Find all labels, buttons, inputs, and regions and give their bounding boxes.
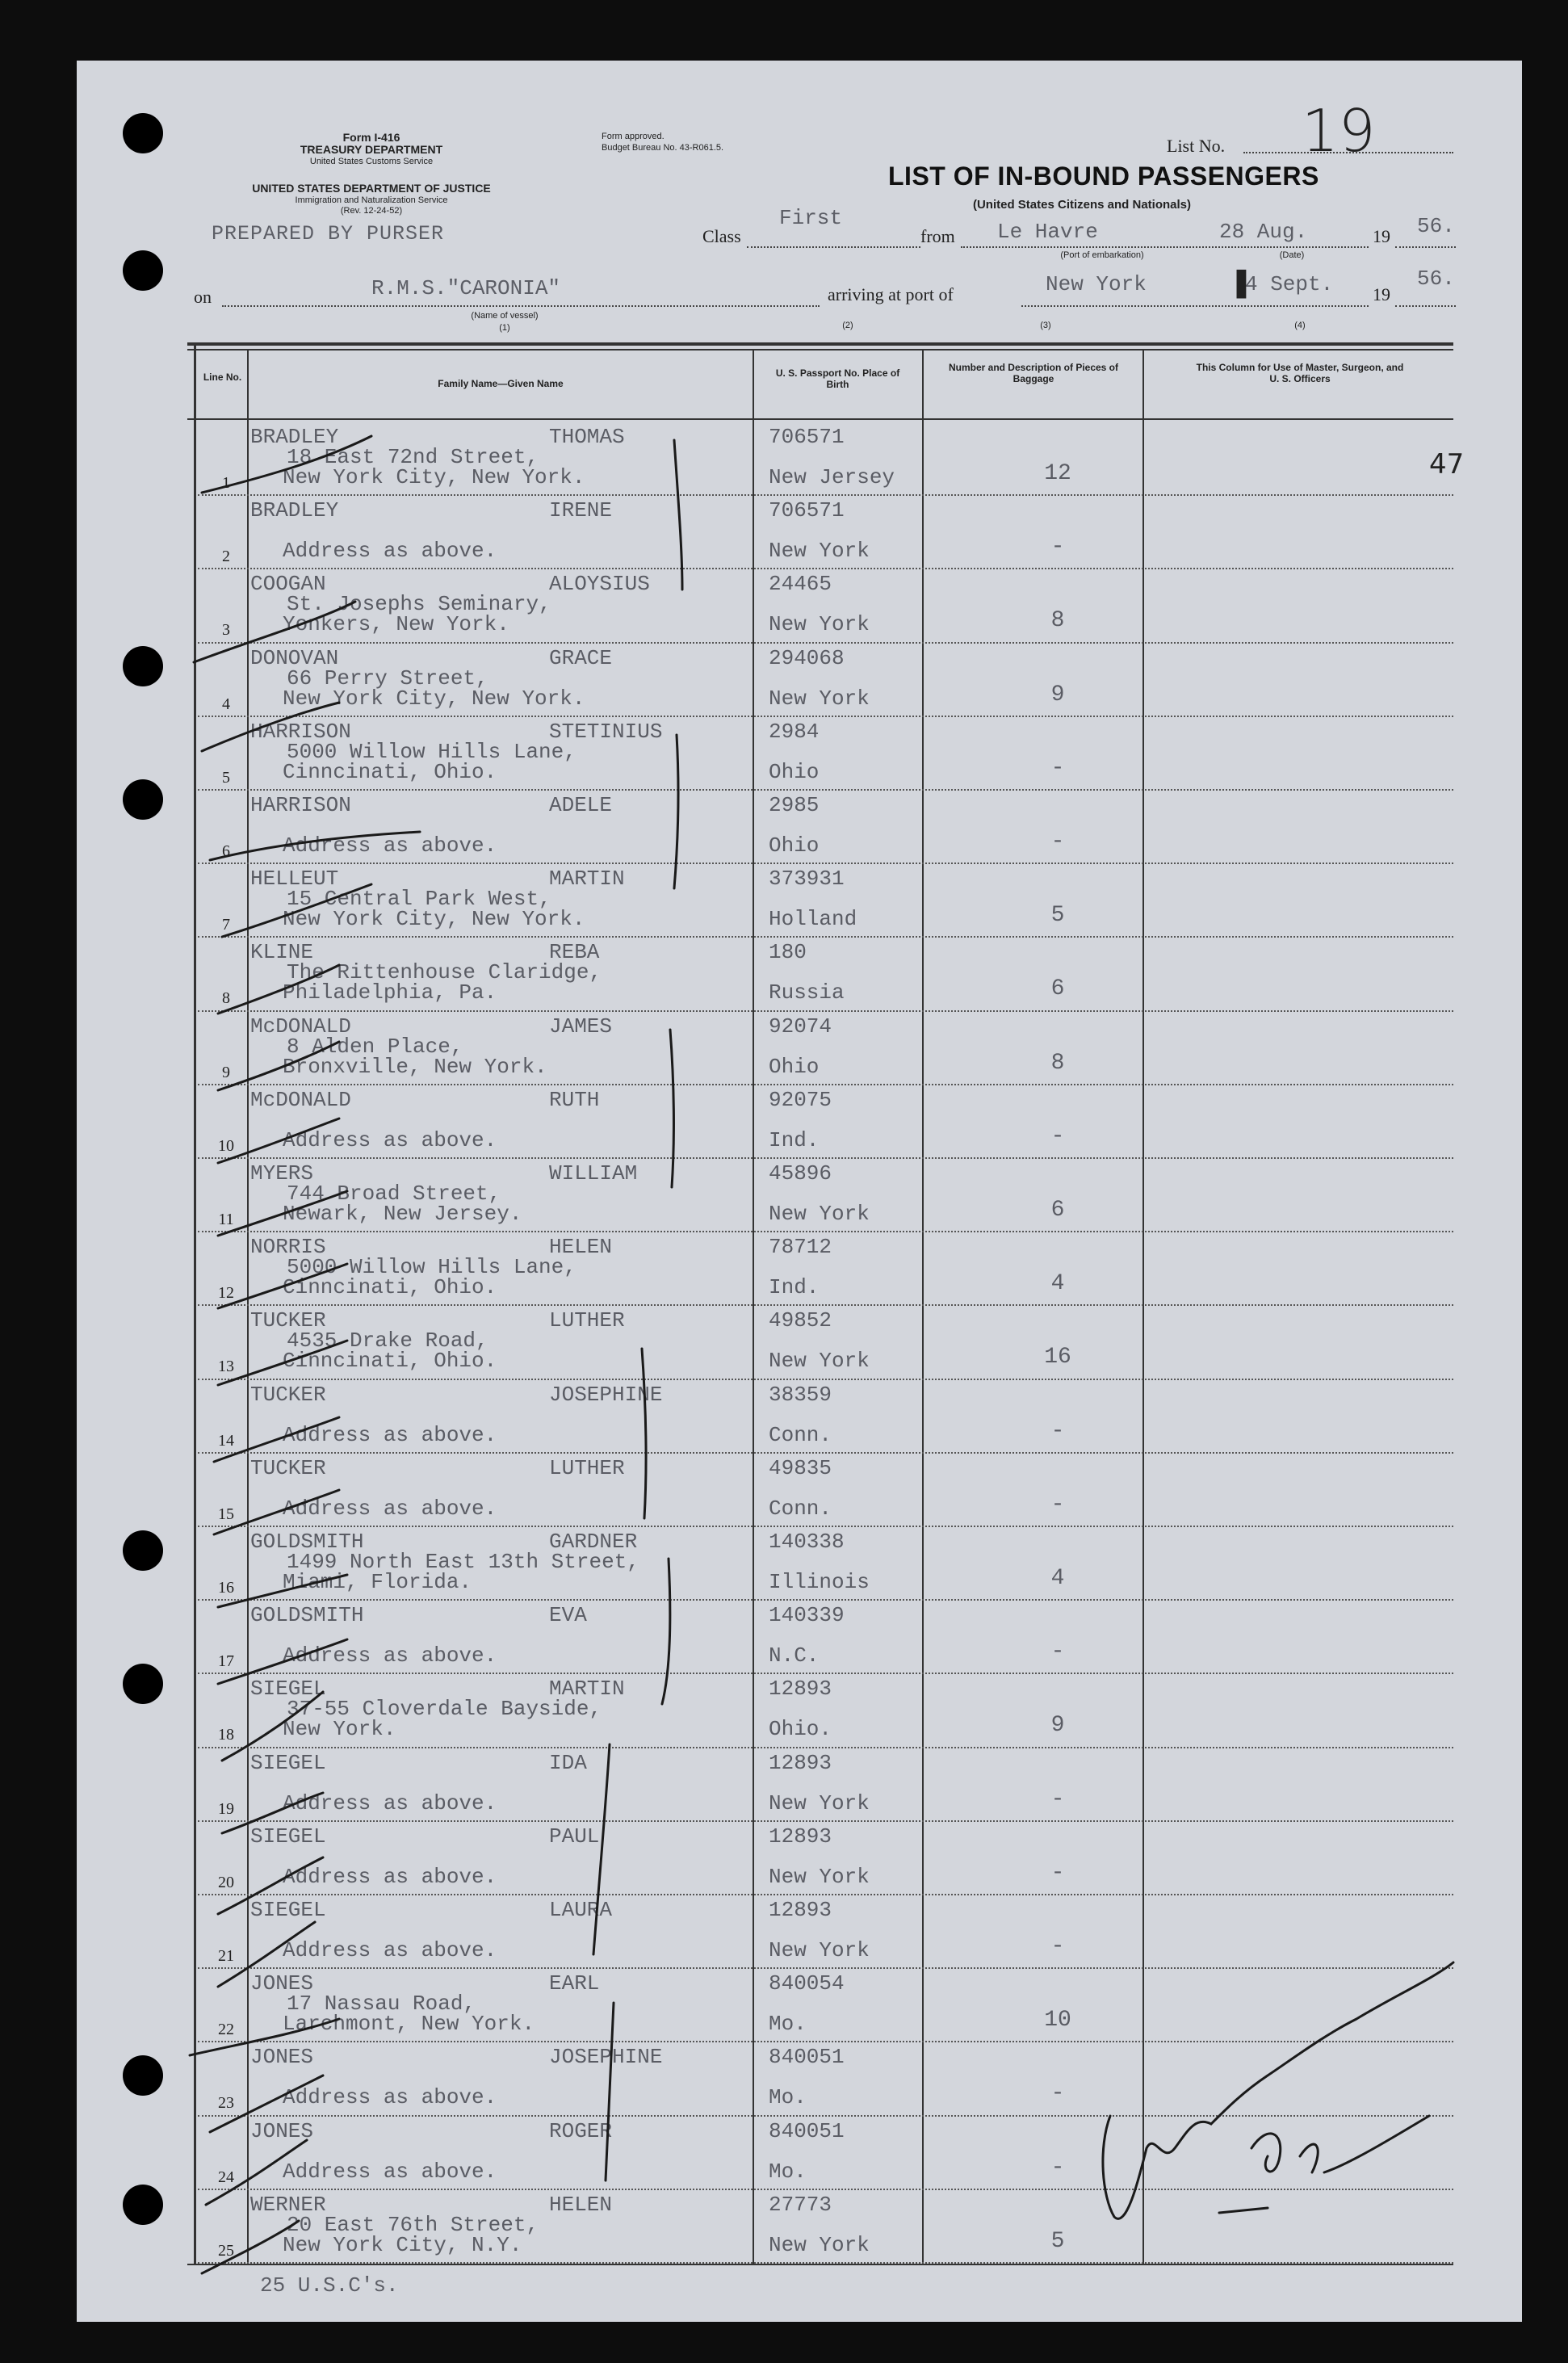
row-separator (198, 1452, 1453, 1454)
passport-number: 24465 (769, 572, 832, 597)
passenger-given-name: JOSEPHINE (549, 2045, 663, 2070)
arrival-date: 4 Sept. (1245, 272, 1334, 296)
place-of-birth: Ind. (769, 1127, 820, 1152)
place-of-birth: New York (769, 1864, 870, 1889)
arrival-port: New York (1046, 272, 1147, 296)
col-divider-3 (922, 349, 924, 2264)
passenger-given-name: LUTHER (549, 1455, 625, 1480)
form-approved: Form approved. (602, 132, 665, 141)
row-separator (198, 863, 1453, 864)
line-number: 18 (218, 1726, 234, 1744)
passport-number: 12893 (769, 1824, 832, 1849)
passenger-given-name: LAURA (549, 1898, 613, 1922)
place-of-birth: New York (769, 686, 870, 711)
prepared-by-purser: PREPARED BY PURSER (212, 222, 445, 246)
passenger-address-line-2: New York. (283, 1717, 396, 1742)
passenger-family-name: SIEGEL (250, 1750, 326, 1775)
passenger-address-line-1: The Rittenhouse Claridge, (287, 960, 602, 985)
passenger-family-name: HARRISON (250, 719, 351, 744)
passport-number: 78712 (769, 1235, 832, 1260)
passenger-address-line-2: Address as above. (283, 1864, 497, 1889)
passenger-family-name: TUCKER (250, 1308, 326, 1333)
place-of-birth: Russia (769, 980, 845, 1005)
line-number: 16 (218, 1579, 234, 1597)
passenger-address-line-2: Address as above. (283, 1127, 497, 1152)
passport-number: 373931 (769, 867, 845, 892)
passenger-address-line-1: St. Josephs Seminary, (287, 592, 551, 617)
passenger-address-line-2: Address as above. (283, 1422, 497, 1447)
passport-number: 140338 (769, 1530, 845, 1554)
passenger-family-name: SIEGEL (250, 1898, 326, 1922)
baggage-count: 5 (1050, 903, 1065, 929)
passenger-address-line-2: Address as above. (283, 833, 497, 858)
baggage-count: - (1050, 1492, 1065, 1517)
baggage-count: - (1050, 1786, 1065, 1812)
row-separator (198, 1231, 1453, 1232)
place-of-birth: Holland (769, 907, 857, 932)
passenger-address-line-2: New York City, N.Y. (283, 2232, 522, 2257)
list-no-label: List No. (1167, 136, 1226, 156)
passenger-family-name: GOLDSMITH (250, 1603, 364, 1628)
baggage-count: - (1050, 755, 1065, 781)
passenger-family-name: HELLEUT (250, 867, 339, 892)
place-of-birth: Conn. (769, 1422, 832, 1447)
table-header-rule (187, 418, 1453, 420)
passport-number: 12893 (769, 1750, 832, 1775)
place-of-birth: New York (769, 1202, 870, 1226)
line-number: 10 (218, 1136, 234, 1155)
row-separator (198, 1157, 1453, 1159)
passenger-given-name: MARTIN (549, 1677, 625, 1702)
place-of-birth: Illinois (769, 1570, 870, 1594)
passenger-given-name: ROGER (549, 2118, 613, 2143)
row-separator (198, 1084, 1453, 1085)
baggage-count: - (1050, 1934, 1065, 1959)
passenger-address-line-1: 37-55 Cloverdale Bayside, (287, 1697, 602, 1722)
punch-hole (123, 2185, 163, 2225)
form-number: Form I-416 (342, 131, 400, 144)
passenger-address-line-2: New York City, New York. (283, 686, 585, 711)
passport-number: 180 (769, 940, 807, 965)
line-number: 11 (218, 1211, 234, 1228)
passenger-family-name: COOGAN (250, 572, 326, 597)
line-number: 4 (222, 695, 230, 713)
passenger-address-line-1: 8 Alden Place, (287, 1034, 463, 1059)
line-number: 21 (218, 1947, 234, 1965)
baggage-count: 5 (1050, 2228, 1065, 2254)
revision: (Rev. 12-24-52) (340, 206, 403, 216)
baggage-count: 8 (1050, 608, 1065, 634)
col-divider-4 (1142, 349, 1144, 2264)
col-header-line-no: Line No. (203, 371, 242, 383)
arrival-year: 56. (1417, 267, 1455, 291)
passenger-family-name: MYERS (250, 1161, 314, 1186)
row-separator (198, 716, 1453, 717)
passenger-given-name: JAMES (549, 1014, 613, 1039)
list-no-value: 19 (1302, 97, 1376, 165)
vessel-caption: (Name of vessel) (471, 311, 539, 321)
passport-number: 706571 (769, 425, 845, 449)
place-of-birth: New York (769, 612, 870, 637)
passenger-family-name: JONES (250, 2045, 314, 2070)
passport-number: 706571 (769, 498, 845, 523)
line-number: 6 (222, 842, 230, 860)
line-number: 14 (218, 1431, 234, 1450)
port-embark-caption: (Port of embarkation) (1060, 250, 1144, 260)
ins-service: Immigration and Naturalization Service (295, 195, 448, 205)
row-separator (198, 1967, 1453, 1969)
passenger-family-name: SIEGEL (250, 1824, 326, 1849)
caption-4: (4) (1294, 321, 1306, 330)
place-of-birth: Conn. (769, 1496, 832, 1521)
line-number: 22 (218, 2021, 234, 2039)
date-caption: (Date) (1279, 250, 1305, 260)
arrival-year-prefix: 19 (1373, 284, 1390, 304)
table-bottom-rule (187, 2264, 1453, 2265)
punch-hole (123, 779, 163, 820)
baggage-count: 6 (1050, 976, 1065, 1002)
passenger-address-line-2: Yonkers, New York. (283, 612, 509, 637)
place-of-birth: New York (769, 2232, 870, 2257)
passport-number: 92075 (769, 1087, 832, 1112)
justice-department: UNITED STATES DEPARTMENT OF JUSTICE (252, 182, 491, 195)
baggage-count: 10 (1044, 2008, 1071, 2034)
form-subtitle: (United States Citizens and Nationals) (972, 198, 1192, 212)
passenger-address-line-1: 18 East 72nd Street, (287, 445, 539, 469)
passenger-given-name: THOMAS (549, 425, 625, 449)
passenger-address-line-1: 15 Central Park West, (287, 887, 551, 912)
passenger-family-name: JONES (250, 1971, 314, 1996)
passenger-given-name: PAUL (549, 1824, 600, 1849)
passenger-family-name: HARRISON (250, 793, 351, 817)
passenger-address-line-2: Philadelphia, Pa. (283, 980, 497, 1005)
col-header-officers: This Column for Use of Master, Surgeon, and U. S. Officers (1196, 362, 1404, 384)
passenger-family-name: SIEGEL (250, 1677, 326, 1702)
row-separator (198, 1673, 1453, 1674)
passenger-family-name: BRADLEY (250, 425, 339, 449)
line-number: 8 (222, 989, 230, 1008)
from-date: 28 Aug. (1219, 220, 1308, 244)
passenger-given-name: IDA (549, 1750, 587, 1775)
line-number: 7 (222, 916, 230, 934)
baggage-count: 4 (1050, 1566, 1065, 1591)
baggage-count: 4 (1050, 1271, 1065, 1297)
table-top-rule (187, 342, 1453, 346)
row-separator (198, 494, 1453, 496)
passenger-address-line-1: 744 Broad Street, (287, 1182, 501, 1206)
place-of-birth: Ohio (769, 1054, 820, 1079)
place-of-birth: Ind. (769, 1275, 820, 1300)
line-number: 1 (222, 474, 230, 492)
passenger-address-line-1: 17 Nassau Road, (287, 1992, 476, 2017)
arrival-year-line (1395, 305, 1456, 307)
class-value: First (779, 206, 843, 230)
class-line (747, 246, 920, 248)
col-header-name: Family Name—Given Name (438, 378, 564, 389)
place-of-birth: New York (769, 1349, 870, 1374)
on-label: on (194, 287, 212, 307)
baggage-count: 12 (1044, 461, 1071, 486)
passenger-address-line-2: Address as above. (283, 1938, 497, 1962)
passport-number: 38359 (769, 1382, 832, 1407)
place-of-birth: N.C. (769, 1643, 820, 1668)
line-number: 5 (222, 768, 230, 787)
passenger-family-name: DONOVAN (250, 645, 339, 670)
baggage-count: 16 (1044, 1345, 1071, 1370)
line-number: 23 (218, 2094, 234, 2113)
row-separator (198, 789, 1453, 791)
row-separator (198, 2262, 1453, 2264)
place-of-birth: Mo. (769, 2085, 807, 2110)
place-of-birth: Ohio (769, 759, 820, 784)
passenger-given-name: ADELE (549, 793, 613, 817)
caption-3: (3) (1040, 321, 1051, 330)
passenger-family-name: TUCKER (250, 1382, 326, 1407)
row-separator (198, 2115, 1453, 2117)
passenger-address-line-1: 66 Perry Street, (287, 665, 488, 690)
passport-number: 12893 (769, 1898, 832, 1922)
baggage-count: 9 (1050, 1713, 1065, 1739)
passenger-address-line-2: New York City, New York. (283, 465, 585, 489)
place-of-birth: New York (769, 1938, 870, 1962)
table-top-rule-2 (187, 349, 1453, 350)
passenger-family-name: NORRIS (250, 1235, 326, 1260)
margin-note: 47 (1429, 448, 1465, 481)
passenger-given-name: WILLIAM (549, 1161, 638, 1186)
passenger-family-name: TUCKER (250, 1455, 326, 1480)
row-separator (198, 568, 1453, 569)
punch-hole (123, 250, 163, 291)
treasury-department: TREASURY DEPARTMENT (300, 143, 443, 156)
passenger-given-name: EVA (549, 1603, 587, 1628)
passenger-given-name: LUTHER (549, 1308, 625, 1333)
row-separator (198, 936, 1453, 938)
year-value: 56. (1417, 214, 1455, 238)
punch-hole (123, 113, 163, 153)
passenger-address-line-2: Address as above. (283, 1643, 497, 1668)
punch-hole (123, 646, 163, 686)
from-label: from (920, 226, 955, 246)
place-of-birth: Mo. (769, 2159, 807, 2184)
passenger-address-line-1: 5000 Willow Hills Lane, (287, 739, 576, 764)
row-separator (198, 1894, 1453, 1895)
passenger-address-line-2: Cinncinati, Ohio. (283, 759, 497, 784)
passport-number: 49835 (769, 1455, 832, 1480)
class-label: Class (702, 226, 741, 246)
col-divider-2 (753, 349, 754, 2264)
baggage-count: - (1050, 2081, 1065, 2107)
passenger-address-line-2: Cinncinati, Ohio. (283, 1275, 497, 1300)
passenger-given-name: EARL (549, 1971, 600, 1996)
passenger-given-name: JOSEPHINE (549, 1382, 663, 1407)
passport-number: 294068 (769, 645, 845, 670)
row-separator (198, 1010, 1453, 1012)
passport-number: 140339 (769, 1603, 845, 1628)
passenger-family-name: McDONALD (250, 1087, 351, 1112)
line-number: 20 (218, 1873, 234, 1891)
punch-hole (123, 1664, 163, 1704)
passenger-family-name: JONES (250, 2118, 314, 2143)
row-separator (198, 2041, 1453, 2042)
passport-number: 49852 (769, 1308, 832, 1333)
passenger-given-name: STETINIUS (549, 719, 663, 744)
passenger-address-line-1: 5000 Willow Hills Lane, (287, 1255, 576, 1280)
passenger-address-line-2: Miami, Florida. (283, 1570, 472, 1594)
table-left-border (194, 342, 196, 2264)
passport-number: 27773 (769, 2192, 832, 2217)
year-line (1395, 246, 1456, 248)
line-number: 3 (222, 621, 230, 640)
passenger-address-line-2: Address as above. (283, 1790, 497, 1815)
passenger-address-line-2: Address as above. (283, 2159, 497, 2184)
passenger-given-name: HELEN (549, 2192, 613, 2217)
row-separator (198, 1304, 1453, 1306)
passenger-address-line-1: 4535 Drake Road, (287, 1328, 488, 1354)
passport-number: 840051 (769, 2118, 845, 2143)
vessel-line (222, 305, 820, 307)
row-separator (198, 1526, 1453, 1527)
line-number: 13 (218, 1358, 234, 1376)
passenger-given-name: REBA (549, 940, 600, 965)
baggage-count: - (1050, 829, 1065, 854)
row-separator (198, 1820, 1453, 1822)
baggage-count: - (1050, 1123, 1065, 1149)
passenger-family-name: BRADLEY (250, 498, 339, 523)
from-line (961, 246, 1369, 248)
passenger-given-name: RUTH (549, 1087, 600, 1112)
baggage-count: - (1050, 1860, 1065, 1886)
line-number: 25 (218, 2241, 234, 2260)
passport-number: 840051 (769, 2045, 845, 2070)
col-header-baggage: Number and Description of Pieces of Baggage (948, 362, 1119, 384)
passenger-given-name: GARDNER (549, 1530, 638, 1554)
place-of-birth: New Jersey (769, 465, 895, 489)
passenger-given-name: IRENE (549, 498, 613, 523)
col-header-passport: U. S. Passport No. Place of Birth (775, 367, 900, 390)
caption-2: (2) (842, 321, 853, 330)
arrival-line (1021, 305, 1369, 307)
arriving-label: arriving at port of (828, 284, 954, 304)
row-separator (198, 2189, 1453, 2190)
place-of-birth: Ohio (769, 833, 820, 858)
passport-number: 840054 (769, 1971, 845, 1996)
line-number: 15 (218, 1505, 234, 1523)
footer-total: 25 U.S.C's. (260, 2273, 399, 2298)
row-separator (198, 642, 1453, 644)
place-of-birth: New York (769, 539, 870, 564)
passport-number: 92074 (769, 1014, 832, 1039)
passenger-given-name: MARTIN (549, 867, 625, 892)
form-title: LIST OF IN-BOUND PASSENGERS (888, 162, 1319, 191)
line-number: 19 (218, 1799, 234, 1818)
passenger-family-name: WERNER (250, 2192, 326, 2217)
passenger-given-name: HELEN (549, 1235, 613, 1260)
passenger-address-line-1: 1499 North East 13th Street, (287, 1550, 639, 1574)
passenger-address-line-2: Address as above. (283, 539, 497, 564)
punch-hole (123, 2055, 163, 2096)
caption-1: (1) (499, 323, 510, 333)
passenger-given-name: GRACE (549, 645, 613, 670)
passenger-address-line-2: Newark, New Jersey. (283, 1202, 522, 1226)
passenger-address-line-1: 20 East 76th Street, (287, 2212, 539, 2237)
passenger-address-line-2: New York City, New York. (283, 907, 585, 932)
line-number: 24 (218, 2168, 234, 2186)
passenger-address-line-2: Bronxville, New York. (283, 1054, 547, 1079)
budget-bureau: Budget Bureau No. 43-R061.5. (602, 143, 724, 153)
row-separator (198, 1379, 1453, 1380)
line-number: 12 (218, 1284, 234, 1303)
row-separator (198, 1747, 1453, 1748)
baggage-count: 9 (1050, 682, 1065, 707)
from-value: Le Havre (997, 220, 1098, 244)
baggage-count: - (1050, 535, 1065, 560)
passenger-family-name: KLINE (250, 940, 314, 965)
passport-number: 12893 (769, 1677, 832, 1702)
line-number: 2 (222, 548, 230, 566)
baggage-count: - (1050, 2155, 1065, 2180)
customs-service: United States Customs Service (309, 157, 434, 166)
passenger-given-name: ALOYSIUS (549, 572, 650, 597)
passenger-address-line-2: Cinncinati, Ohio. (283, 1349, 497, 1374)
line-number: 9 (222, 1063, 230, 1081)
passport-number: 45896 (769, 1161, 832, 1186)
passenger-address-line-2: Address as above. (283, 2085, 497, 2110)
baggage-count: - (1050, 1418, 1065, 1444)
passport-number: 2985 (769, 793, 820, 817)
vessel-name: R.M.S."CARONIA" (371, 276, 561, 300)
baggage-count: - (1050, 1639, 1065, 1665)
passenger-address-line-2: Address as above. (283, 1496, 497, 1521)
passenger-family-name: GOLDSMITH (250, 1530, 364, 1554)
date-correction-mark: ▐ (1227, 271, 1247, 299)
passport-number: 2984 (769, 719, 820, 744)
line-number: 17 (218, 1652, 234, 1671)
baggage-count: 8 (1050, 1050, 1065, 1076)
passenger-address-line-2: Larchmont, New York. (283, 2012, 535, 2037)
passenger-family-name: McDONALD (250, 1014, 351, 1039)
year-prefix: 19 (1373, 226, 1390, 246)
punch-hole (123, 1530, 163, 1571)
place-of-birth: Mo. (769, 2012, 807, 2037)
place-of-birth: New York (769, 1790, 870, 1815)
place-of-birth: Ohio. (769, 1717, 832, 1742)
row-separator (198, 1599, 1453, 1601)
baggage-count: 6 (1050, 1198, 1065, 1223)
